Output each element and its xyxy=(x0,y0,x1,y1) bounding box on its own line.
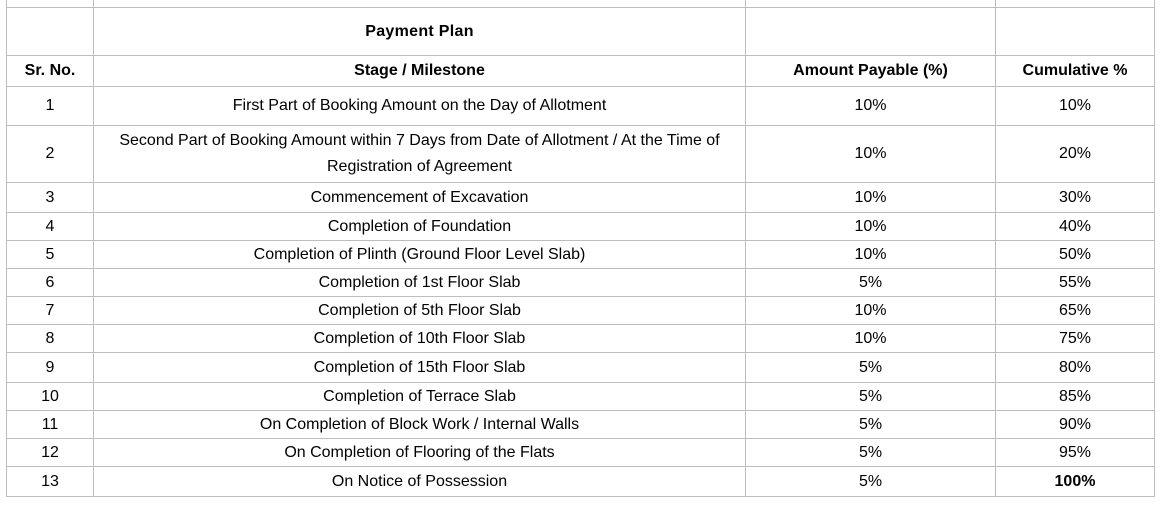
sr-cell: 5 xyxy=(7,241,94,269)
amount-cell: 10% xyxy=(746,87,996,126)
cumulative-cell-total: 100% xyxy=(996,467,1155,497)
stage-cell: Completion of 1st Floor Slab xyxy=(94,269,746,297)
cumulative-cell: 90% xyxy=(996,411,1155,439)
table-row xyxy=(7,353,1155,383)
amount-cell: 5% xyxy=(746,411,996,439)
cumulative-cell: 85% xyxy=(996,383,1155,411)
title-blank-cell xyxy=(7,8,94,56)
table-row xyxy=(7,439,1155,467)
header-amount: Amount Payable (%) xyxy=(746,56,996,87)
cumulative-cell: 95% xyxy=(996,439,1155,467)
header-row xyxy=(7,56,1155,87)
stage-cell: Completion of 10th Floor Slab xyxy=(94,325,746,353)
amount-cell: 10% xyxy=(746,213,996,241)
cumulative-cell: 80% xyxy=(996,353,1155,383)
table-row xyxy=(7,213,1155,241)
table-row xyxy=(7,383,1155,411)
stage-cell: Completion of 5th Floor Slab xyxy=(94,297,746,325)
stage-cell: Completion of Plinth (Ground Floor Level Slab) xyxy=(94,241,746,269)
header-sr-no: Sr. No. xyxy=(7,56,94,87)
sr-cell: 7 xyxy=(7,297,94,325)
sr-cell: 6 xyxy=(7,269,94,297)
amount-cell: 10% xyxy=(746,325,996,353)
amount-cell: 10% xyxy=(746,241,996,269)
table-row xyxy=(7,183,1155,213)
stage-cell: Second Part of Booking Amount within 7 Days from Date of Allotment / At the Time of Registration of Agreement xyxy=(94,126,746,183)
table-row xyxy=(7,325,1155,353)
stage-cell: On Completion of Block Work / Internal Walls xyxy=(94,411,746,439)
stage-cell: First Part of Booking Amount on the Day of Allotment xyxy=(94,87,746,126)
table-top-strip xyxy=(7,0,1155,8)
table-row xyxy=(7,241,1155,269)
amount-cell: 10% xyxy=(746,183,996,213)
stage-cell: Completion of Foundation xyxy=(94,213,746,241)
header-cumulative: Cumulative % xyxy=(996,56,1155,87)
sr-cell: 9 xyxy=(7,353,94,383)
cumulative-cell: 65% xyxy=(996,297,1155,325)
amount-cell: 5% xyxy=(746,353,996,383)
amount-cell: 10% xyxy=(746,126,996,183)
table-row xyxy=(7,87,1155,126)
table-row xyxy=(7,269,1155,297)
title-blank-cell xyxy=(996,8,1155,56)
amount-cell: 5% xyxy=(746,467,996,497)
table-row xyxy=(7,411,1155,439)
stage-cell: Completion of 15th Floor Slab xyxy=(94,353,746,383)
page-title: Payment Plan xyxy=(94,8,746,56)
cumulative-cell: 20% xyxy=(996,126,1155,183)
stage-cell: Commencement of Excavation xyxy=(94,183,746,213)
table-row xyxy=(7,297,1155,325)
cumulative-cell: 50% xyxy=(996,241,1155,269)
sr-cell: 1 xyxy=(7,87,94,126)
sr-cell: 3 xyxy=(7,183,94,213)
stage-cell: On Notice of Possession xyxy=(94,467,746,497)
stage-cell: On Completion of Flooring of the Flats xyxy=(94,439,746,467)
cumulative-cell: 40% xyxy=(996,213,1155,241)
header-stage: Stage / Milestone xyxy=(94,56,746,87)
amount-cell: 5% xyxy=(746,269,996,297)
sr-cell: 11 xyxy=(7,411,94,439)
cumulative-cell: 10% xyxy=(996,87,1155,126)
stage-cell: Completion of Terrace Slab xyxy=(94,383,746,411)
sr-cell: 8 xyxy=(7,325,94,353)
sr-cell: 4 xyxy=(7,213,94,241)
amount-cell: 10% xyxy=(746,297,996,325)
table-row xyxy=(7,467,1155,497)
title-row xyxy=(7,8,1155,56)
title-blank-cell xyxy=(746,8,996,56)
sr-cell: 10 xyxy=(7,383,94,411)
sr-cell: 12 xyxy=(7,439,94,467)
cumulative-cell: 30% xyxy=(996,183,1155,213)
cumulative-cell: 55% xyxy=(996,269,1155,297)
cumulative-cell: 75% xyxy=(996,325,1155,353)
amount-cell: 5% xyxy=(746,383,996,411)
table-row xyxy=(7,126,1155,183)
payment-plan-table xyxy=(6,0,1155,497)
sr-cell: 2 xyxy=(7,126,94,183)
sr-cell: 13 xyxy=(7,467,94,497)
amount-cell: 5% xyxy=(746,439,996,467)
